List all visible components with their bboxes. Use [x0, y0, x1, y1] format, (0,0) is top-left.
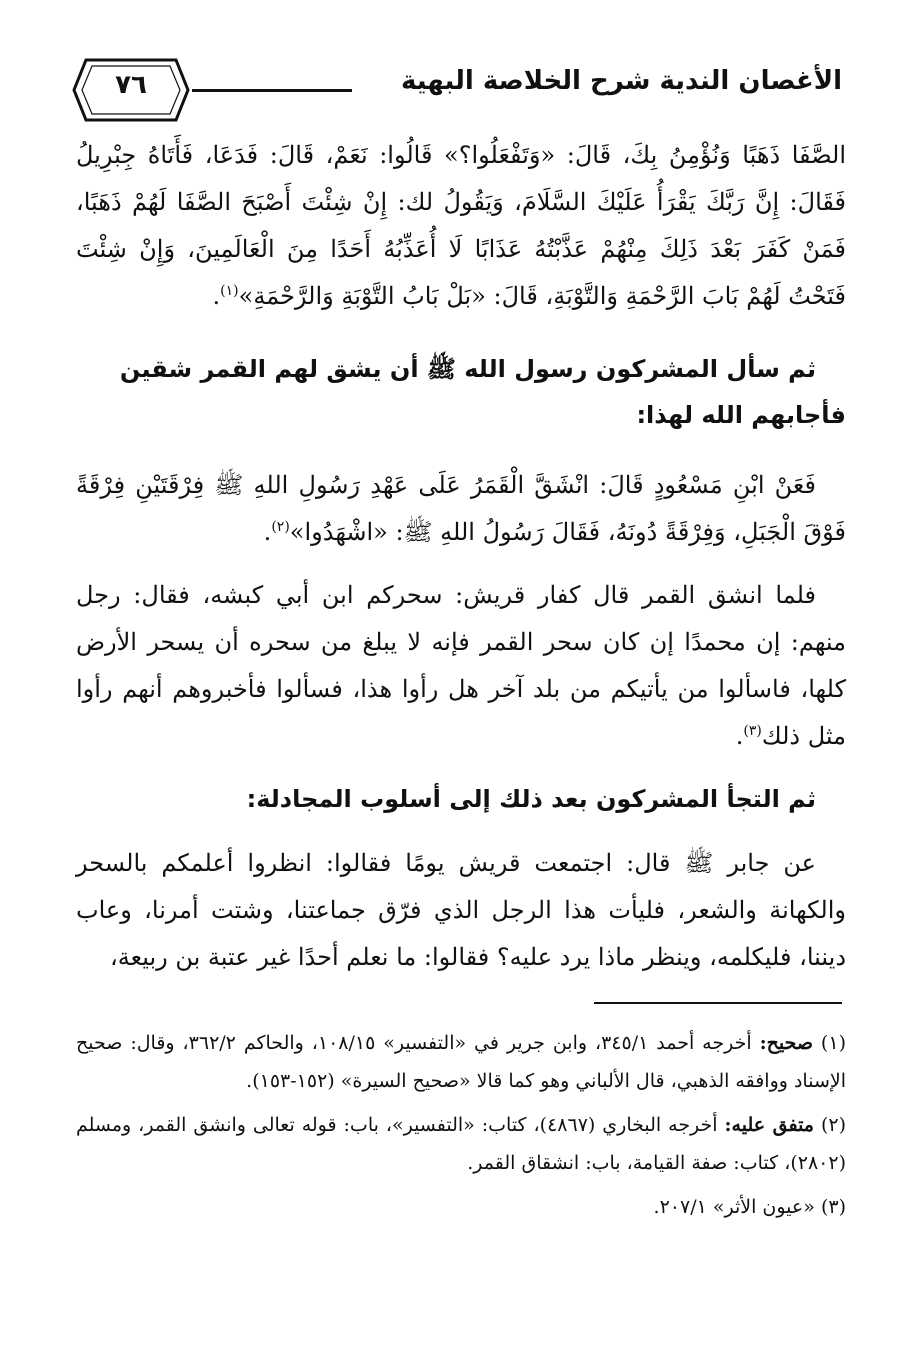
footnote-3	[76, 1188, 846, 1226]
footnote-number: (٢)	[820, 1114, 846, 1136]
paragraph-4: عن جابر ﷺ قال: اجتمعت قريش يومًا فقالوا: انظروا أعلمكم بالسحر والكهانة والشعر، فليأت هذا الرجل الذي فرّق جماعتنا، وشتت أمرنا، وعاب ديننا، فليكلمه، وينظر ماذا يرد عليه؟ فقالوا: ما نعلم أحدًا غير عتبة بن ربيعة،	[76, 849, 846, 971]
paragraph-2: فَعَنْ ابْنِ مَسْعُودٍ قَالَ: انْشَقَّ الْقَمَرُ عَلَى عَهْدِ رَسُولِ اللهِ ﷺ فِرْقَتَيْنِ فِرْقَةً فَوْقَ الْجَبَلِ، وَفِرْقَةً دُونَهُ، فَقَالَ رَسُولُ اللهِ ﷺ: «اشْهَدُوا»$^{(٢)}$.	[76, 471, 846, 546]
page-number: ٧٦	[115, 70, 147, 100]
footnote-separator	[594, 1002, 842, 1004]
paragraph-1-text: الصَّفَا ذَهَبًا وَنُؤْمِنُ بِكَ، قَالَ: «وَتَفْعَلُوا؟» قَالُوا: نَعَمْ، قَالَ: فَدَعَا، فَأَتَاهُ جِبْرِيلُ فَقَالَ: إِنَّ رَبَّكَ يَقْرَأُ عَلَيْكَ السَّلَامَ، وَيَقُولُ لك: إِنْ شِئْتَ أَصْبَحَ الصَّفَا لَهُمْ ذَهَبًا، فَمَنْ كَفَرَ بَعْدَ ذَلِكَ مِنْهُمْ عَذَّبْتُهُ عَذَابًا لَا أُعَذِّبُهُ أَحَدًا مِنَ الْعَالَمِينَ، وَإِنْ شِئْتَ فَتَحْتُ لَهُمْ بَابَ الرَّحْمَةِ وَالتَّوْبَةِ، قَالَ: «بَلْ بَابُ التَّوْبَةِ وَالرَّحْمَةِ»	[76, 141, 847, 310]
footnote-label: متفق عليه:	[724, 1114, 814, 1136]
footnote-text: أخرجه البخاري (٤٨٦٧)، كتاب: «التفسير»، باب: قوله تعالى وانشق القمر، ومسلم (٢٨٠٢)، كتاب: صفة القيامة، باب: انشقاق القمر.	[76, 1114, 846, 1174]
section-heading-2: ثم التجأ المشركون بعد ذلك إلى أسلوب المجادلة:	[246, 785, 816, 813]
footnote-text: أخرجه أحمد ٣٤٥/١، وابن جرير في «التفسير» ١٠٨/١٥، والحاكم ٣٦٢/٢، وقال: صحيح الإسناد ووافقه الذهبي، قال الألباني وهو كما قالا «صحيح السيرة» (١٥٢-١٥٣).	[76, 1032, 846, 1092]
paragraph-3-text: فلما انشق القمر قال كفار قريش: سحركم ابن أبي كبشه، فقال: رجل منهم: إن محمدًا إن كان سحر القمر فإنه لا يبلغ من سحره أن يسحر الأرض كلها، فاسألوا من يأتيكم من بلد آخر هل رأوا هذا، فسألوا فأخبروهم أنهم رأوا مثل ذلك	[76, 581, 846, 750]
footnote-number: (١)	[820, 1032, 846, 1054]
paragraph-3: فلما انشق القمر قال كفار قريش: سحركم ابن أبي كبشه، فقال: رجل منهم: إن محمدًا إن كان سحر القمر فإنه لا يبلغ من سحره أن يسحر الأرض كلها، فاسألوا من يأتيكم من بلد آخر هل رأوا هذا، فسألوا فأخبروهم أنهم رأوا مثل ذلك$^{(٣)}$.	[76, 581, 846, 750]
footnote-ref-3: (٣)	[743, 723, 762, 739]
footnote-2	[76, 1106, 846, 1182]
footnotes	[76, 1024, 846, 1232]
footnote-number: (٣)	[820, 1196, 846, 1218]
footnote-1	[76, 1024, 846, 1100]
section-heading-1: ثم سأل المشركون رسول الله ﷺ أن يشق لهم القمر شقين فأجابهم الله لهذا:	[119, 355, 846, 429]
page-number-badge	[72, 58, 190, 122]
header-rule	[192, 89, 352, 92]
footnote-label: صحيح:	[759, 1032, 813, 1054]
footnote-ref-2: (٢)	[271, 519, 290, 535]
footnote-text: «عيون الأثر» ٢٠٧/١.	[653, 1196, 815, 1218]
book-title: الأغصان الندية شرح الخلاصة البهية	[400, 66, 842, 96]
paragraph-2-text: فَعَنْ ابْنِ مَسْعُودٍ قَالَ: انْشَقَّ الْقَمَرُ عَلَى عَهْدِ رَسُولِ اللهِ ﷺ فِرْقَتَيْنِ فِرْقَةً فَوْقَ الْجَبَلِ، وَفِرْقَةً دُونَهُ، فَقَالَ رَسُولُ اللهِ ﷺ: «اشْهَدُوا»	[76, 471, 846, 546]
page-header	[72, 58, 842, 122]
paragraph-1: الصَّفَا ذَهَبًا وَنُؤْمِنُ بِكَ، قَالَ: «وَتَفْعَلُوا؟» قَالُوا: نَعَمْ، قَالَ: فَدَعَا، فَأَتَاهُ جِبْرِيلُ فَقَالَ: إِنَّ رَبَّكَ يَقْرَأُ عَلَيْكَ السَّلَامَ، وَيَقُولُ لك: إِنْ شِئْتَ أَصْبَحَ الصَّفَا لَهُمْ ذَهَبًا، فَمَنْ كَفَرَ بَعْدَ ذَلِكَ مِنْهُمْ عَذَّبْتُهُ عَذَابًا لَا أُعَذِّبُهُ أَحَدًا مِنَ الْعَالَمِينَ، وَإِنْ شِئْتَ فَتَحْتُ لَهُمْ بَابَ الرَّحْمَةِ وَالتَّوْبَةِ، قَالَ: «بَلْ بَابُ التَّوْبَةِ وَالرَّحْمَةِ»$^{(١)}$.	[76, 141, 847, 310]
footnote-ref-1: (١)	[220, 283, 239, 299]
